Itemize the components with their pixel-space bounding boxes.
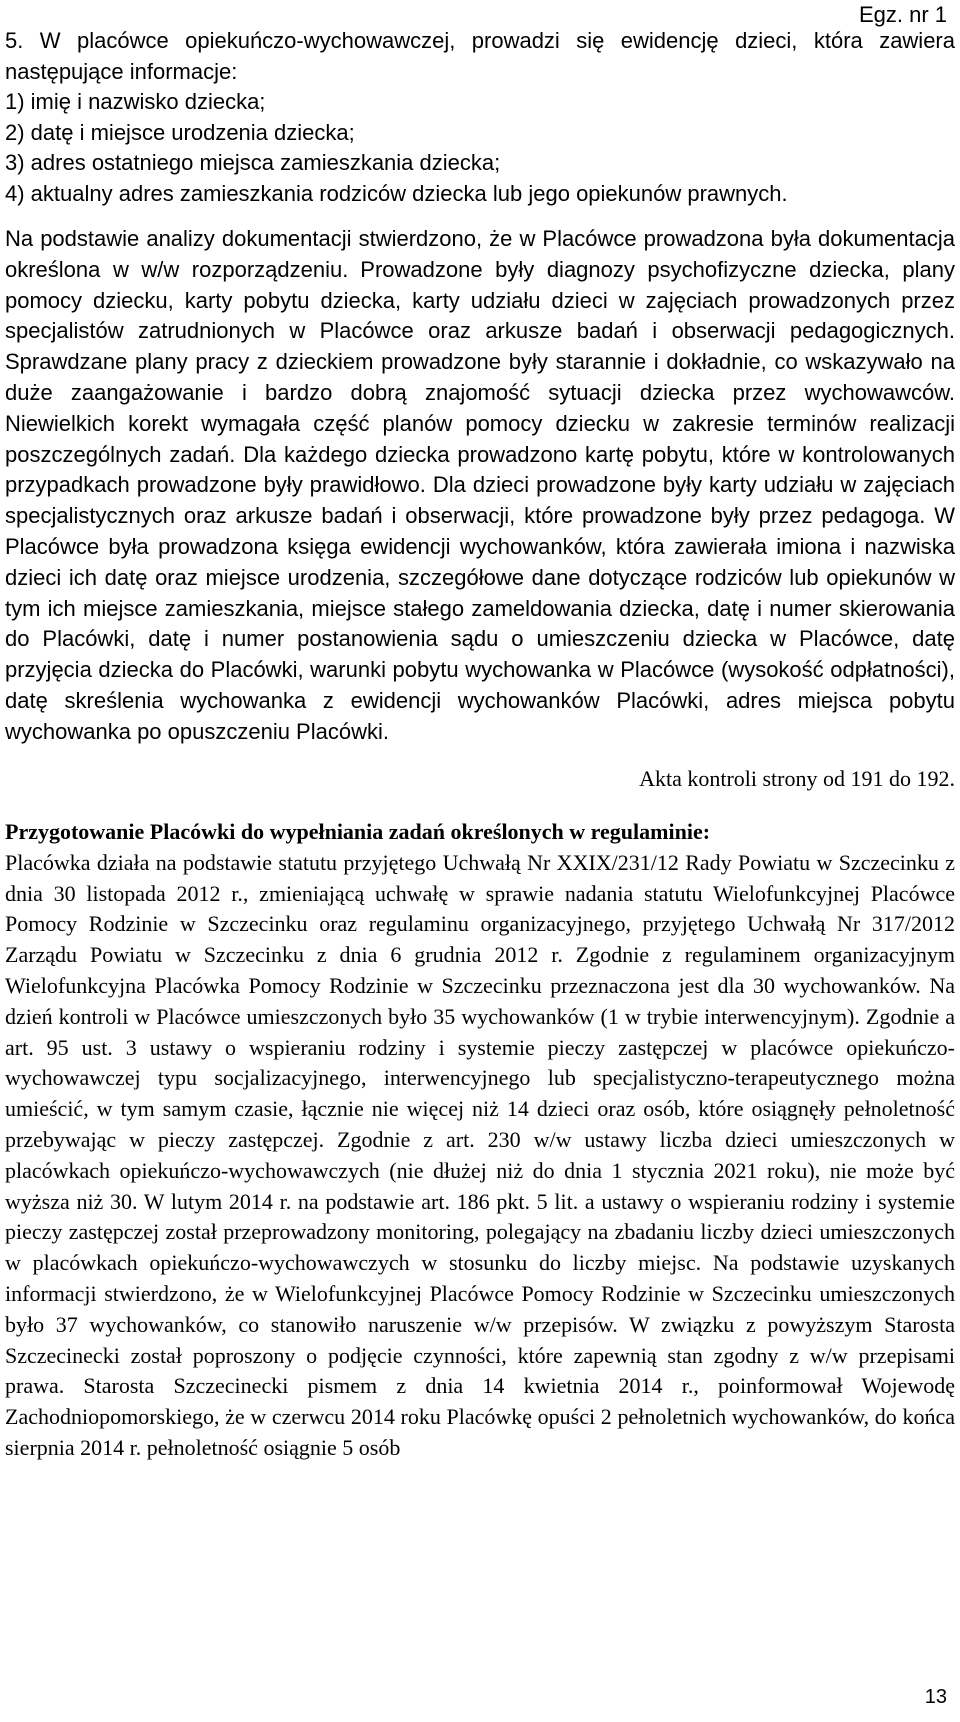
list-item: 4) aktualny adres zamieszkania rodziców dziecka lub jego opiekunów prawnych. <box>5 180 788 206</box>
page-number: 13 <box>924 1686 947 1708</box>
preparation-section <box>5 817 955 1464</box>
section-body: Placówka działa na podstawie statutu przyjętego Uchwałą Nr XXIX/231/12 Rady Powiatu w Szczecinku z dnia 30 listopada 2012 r., zmieniającą uchwałę w sprawie nadania statutu Wielofunkcyjnej Placówce Pomocy Rodzinie w Szczecinku oraz regulaminu organizacyjnego, przyjętego Uchwałą Nr 317/2012 Zarządu Powiatu w Szczecinku z dnia 6 grudnia 2012 r. Zgodnie z regulaminem organizacyjnym Wielofunkcyjna Placówka Pomocy Rodzinie w Szczecinku przeznaczona jest dla 30 wychowanków. Na dzień kontroli w Placówce umieszczonych było 35 wychowanków (1 w trybie interwencyjnym). Zgodnie a art. 95 ust. 3 ustawy o wspieraniu rodziny i systemie pieczy zastępczej w placówce opiekuńczo-wychowawczej typu socjalizacyjnego, interwencyjnego lub specjalistyczno-terapeutycznego można umieścić, w tym samym czasie, łącznie nie więcej niż 14 dzieci oraz osób, które osiągnęły pełnoletność przebywając w pieczy zastępczej. Zgodnie z art. 230 w/w ustawy liczba dzieci umieszczonych w placówkach opiekuńczo-wychowawczych (nie dłużej niż do dnia 1 stycznia 2021 roku), nie może być wyższa niż 30. W lutym 2014 r. na podstawie art. 186 pkt. 5 lit. a ustawy o wspieraniu rodziny i systemie pieczy zastępczej został przeprowadzony monitoring, polegający na zbadaniu liczby dzieci umieszczonych w placówkach opiekuńczo-wychowawczych w stosunku do liczby miejsc. Na podstawie uzyskanych informacji stwierdzono, że w Wielofunkcyjnej Placówce Pomocy Rodzinie w Szczecinku umieszczonych było 37 wychowanków, co stanowiło naruszenie w/w przepisów. W związku z powyższym Starosta Szczecinecki został poproszony o podjęcie czynności, które zapewnią stan zgodny z w/w przepisami prawa. Starosta Szczecinecki pismem z dnia 14 kwietnia 2014 r., poinformował Wojewodę Zachodniopomorskiego, że w czerwcu 2014 roku Placówkę opuści 2 pełnoletnich wychowanków, do końca sierpnia 2014 r. pełnoletność osiągnie 5 osób <box>5 849 955 1460</box>
paragraph-body: Prowadzone były diagnozy psychofizyczne dziecka, plany pomocy dziecku, karty pobytu dziecka, karty udziału dzieci w zajęciach prowadzonych przez specjalistów zatrudnionych w Placówce oraz arkusze badań i obserwacji pedagogicznych. Sprawdzane plany pracy z dzieckiem prowadzone były starannie i dokładnie, co wskazywało na duże zaangażowanie i bardzo dobrą znajomość sytuacji dziecka przez wychowawców. Niewielkich korekt wymagała część planów pomocy dziecku w zakresie terminów realizacji poszczególnych zadań. Dla każdego dziecka prowadzono kartę pobytu, które w kontrolowanych przypadkach prowadzone były prawidłowo. Dla dzieci prowadzone były karty udziału w zajęciach specjalistycznych oraz arkusze badań i obserwacji, które prowadzone były przez pedagoga. W Placówce była prowadzona księga ewidencji wychowanków, która zawierała imiona i nazwiska dzieci ich datę oraz miejsce urodzenia, szczegółowe dane dotyczące rodziców lub opiekunów w tym ich miejsce zamieszkania, miejsce stałego zameldowania dziecka, datę i numer skierowania do Placówki, datę i numer postanowienia sądu o umieszczeniu dziecka w Placówce, datę przyjęcia dziecka do Placówki, warunki pobytu wychowanka w Placówce (wysokość odpłatności), datę skreślenia wychowanka z ewidencji wychowanków Placówki, adres miejsca pobytu wychowanka po opuszczeniu Placówki. <box>5 256 956 744</box>
paragraph-lead: Na podstawie analizy dokumentacji stwierdzono, że w Placówce prowadzona była dokumentacja określona w w/w rozporządzeniu. <box>5 226 955 282</box>
section-heading: Przygotowanie Placówki do wypełniania zadań określonych w regulaminie: <box>5 819 711 844</box>
evidence-list <box>5 87 955 209</box>
documentation-paragraph <box>5 224 955 748</box>
list-item: 1) imię i nazwisko dziecka; <box>5 89 266 115</box>
evidence-section <box>5 26 955 210</box>
copy-number: Egz. nr 1 <box>858 2 947 27</box>
list-item: 3) adres ostatniego miejsca zamieszkania dziecka; <box>5 150 501 176</box>
list-item: 2) datę i miejsce urodzenia dziecka; <box>5 119 355 145</box>
section-intro: 5. W placówce opiekuńczo-wychowawczej, prowadzi się ewidencję dzieci, która zawiera następujące informacje: <box>5 28 955 84</box>
akta-note: Akta kontroli strony od 191 do 192. <box>639 766 955 791</box>
